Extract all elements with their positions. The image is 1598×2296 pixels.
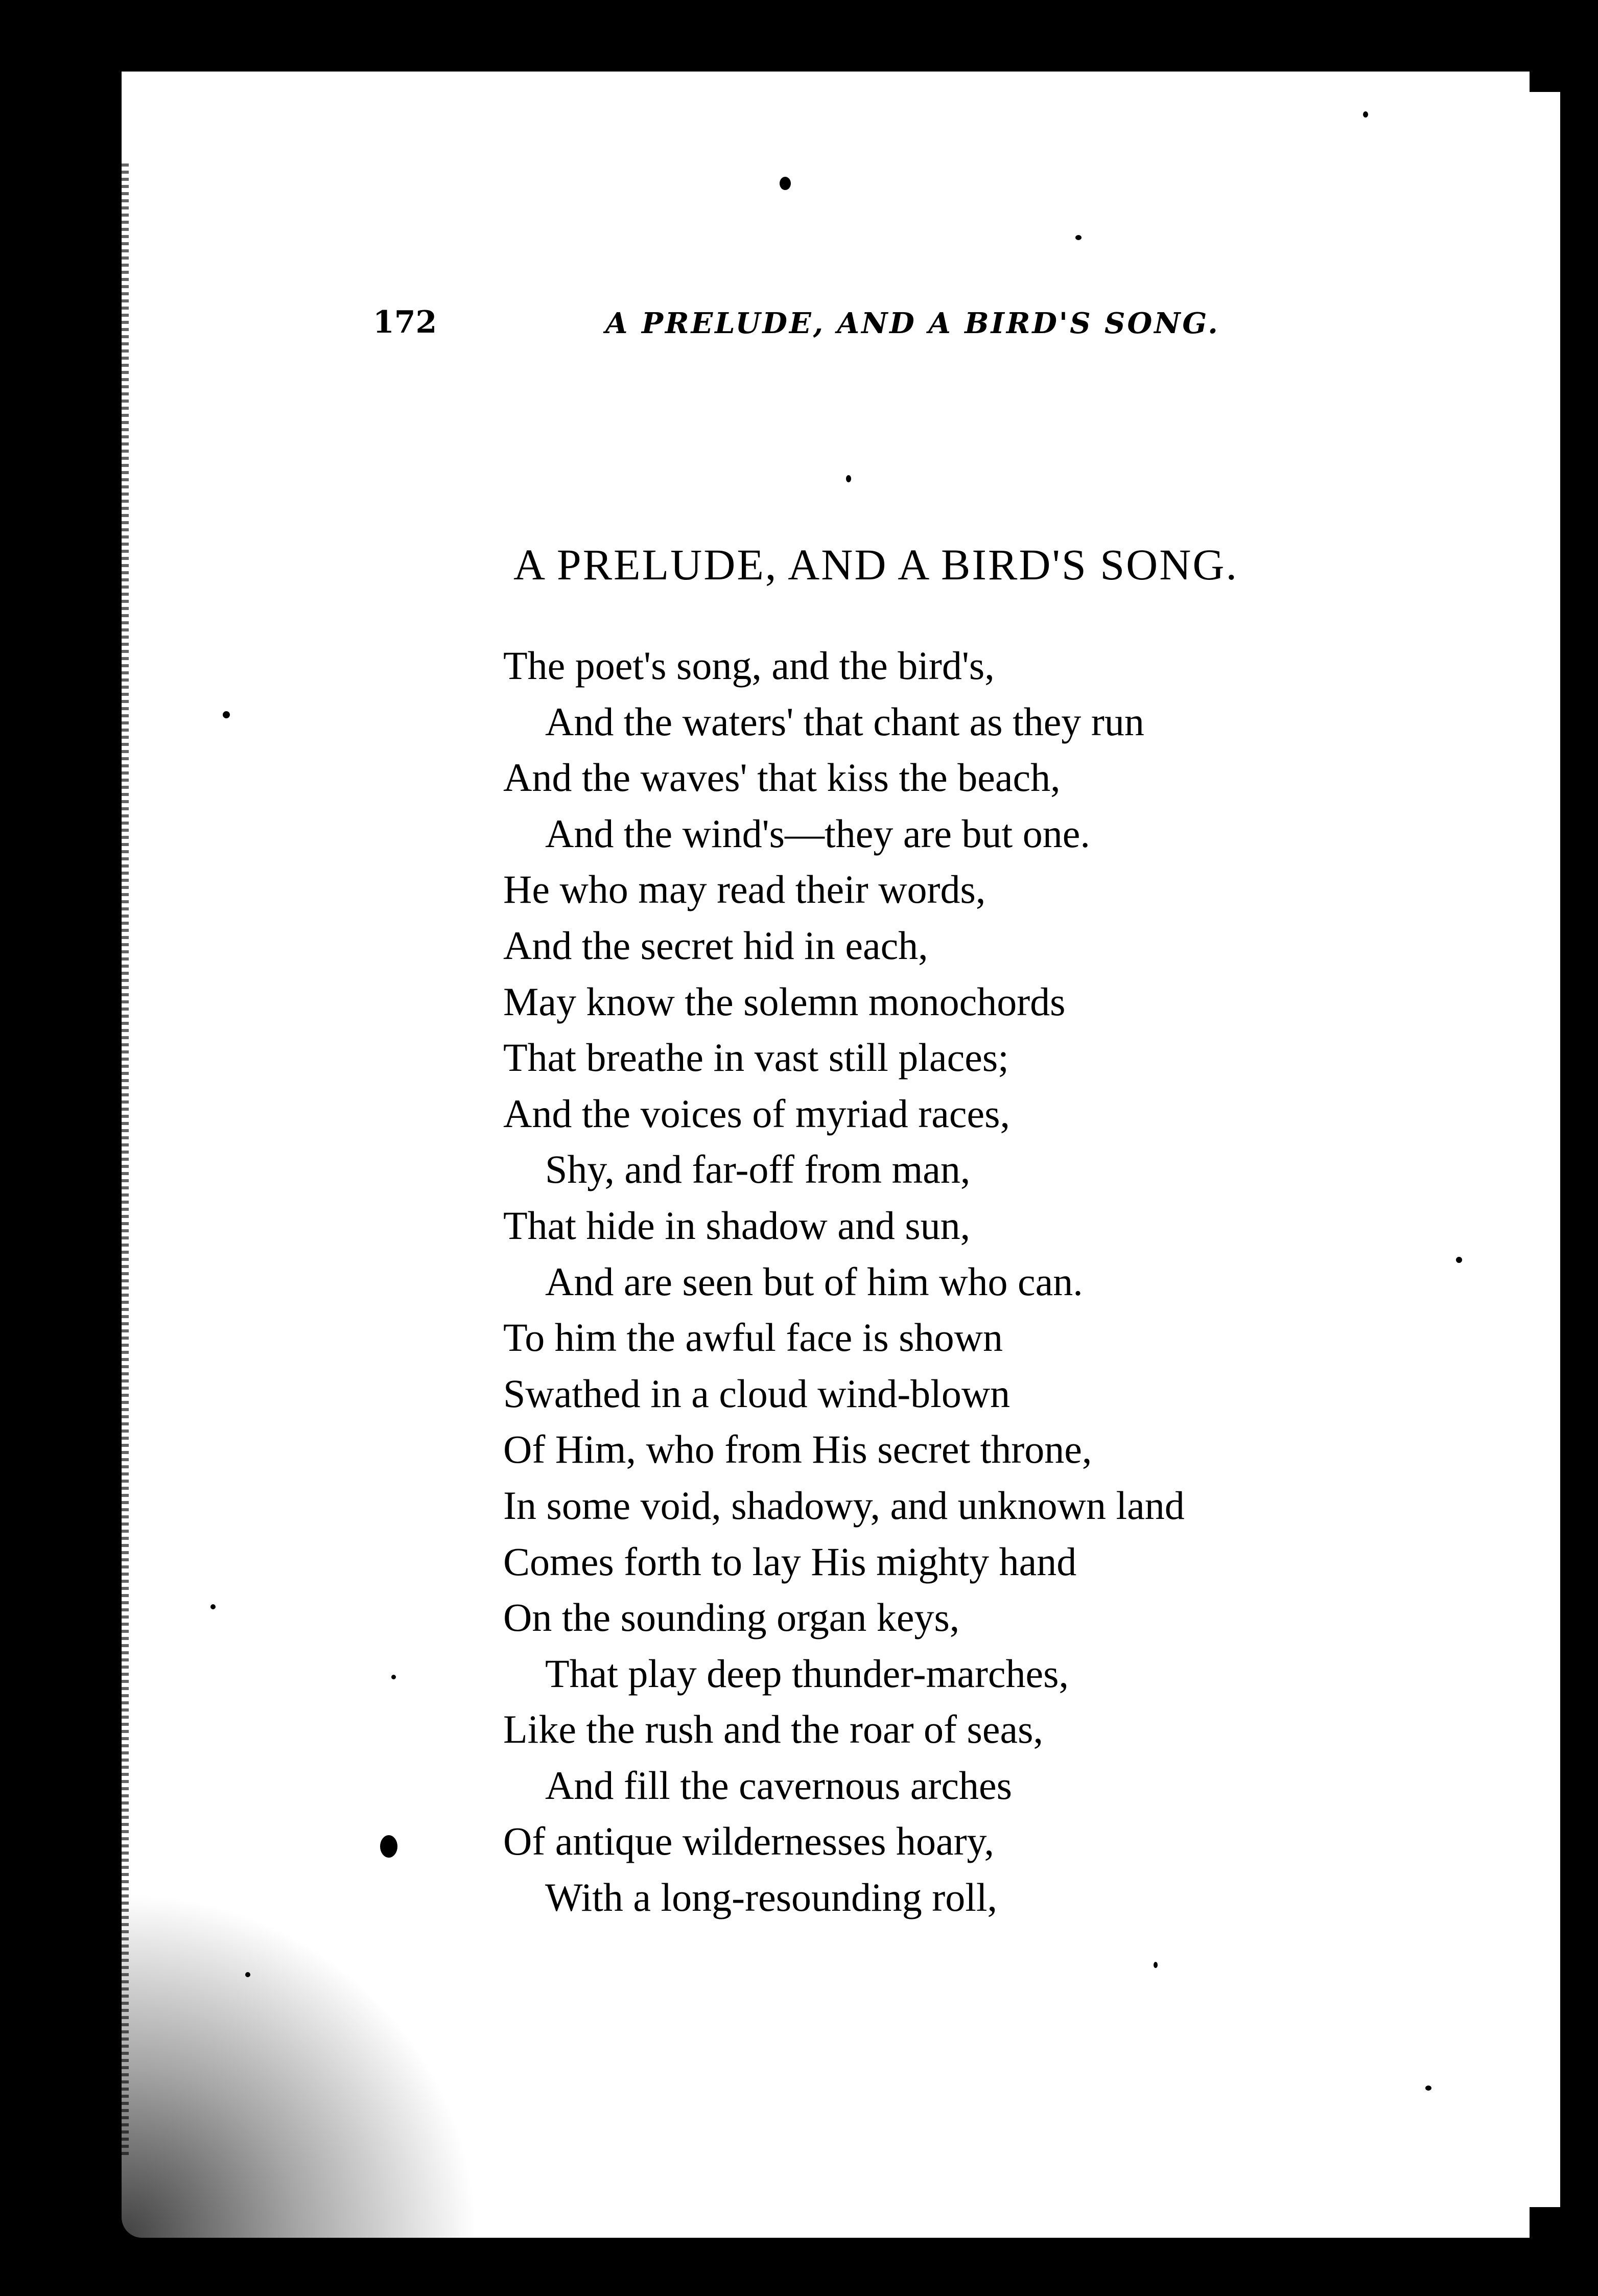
- poem-line: And are seen but of him who can.: [545, 1259, 1083, 1304]
- poem-line: And the waves' that kiss the beach,: [503, 755, 1061, 800]
- scan-speck: [846, 475, 851, 482]
- poem-line: Shy, and far-off from man,: [545, 1147, 971, 1192]
- poem-line: May know the solemn monochords: [503, 979, 1066, 1024]
- poem-line: With a long-resounding roll,: [545, 1875, 998, 1920]
- scan-speck: [391, 1675, 396, 1679]
- scan-speck: [1456, 1257, 1462, 1263]
- poem-line: And the wind's—they are but one.: [545, 811, 1090, 856]
- scan-speck: [1363, 111, 1368, 118]
- poem-line: And the voices of myriad races,: [503, 1091, 1010, 1136]
- poem-line: And fill the cavernous arches: [545, 1763, 1012, 1808]
- poem-line: Swathed in a cloud wind-blown: [503, 1371, 1011, 1416]
- scan-speck: [1154, 1962, 1158, 1968]
- poem-title: A PRELUDE, AND A BIRD'S SONG.: [513, 540, 1238, 589]
- scan-speck: [780, 177, 791, 190]
- running-head: A PRELUDE, AND A BIRD'S SONG.: [605, 307, 1220, 340]
- poem-line: That breathe in vast still places;: [503, 1035, 1009, 1080]
- poem-line: Of Him, who from His secret throne,: [503, 1427, 1092, 1472]
- poem-line: He who may read their words,: [503, 867, 986, 912]
- poem-line: And the waters' that chant as they run: [545, 699, 1144, 744]
- poem-line: In some void, shadowy, and unknown land: [503, 1483, 1185, 1528]
- scan-speck: [380, 1835, 397, 1858]
- poem-line: And the secret hid in each,: [503, 923, 928, 968]
- poem-line: Of antique wildernesses hoary,: [503, 1819, 994, 1864]
- poem-line: That hide in shadow and sun,: [503, 1203, 971, 1248]
- poem-line: To him the awful face is shown: [503, 1315, 1003, 1360]
- poem-line: Like the rush and the roar of seas,: [503, 1707, 1043, 1752]
- poem-line: On the sounding organ keys,: [503, 1595, 960, 1640]
- page-header: [0, 304, 1598, 350]
- scan-speck: [1075, 235, 1082, 240]
- scan-speck: [210, 1604, 216, 1609]
- scan-speck: [245, 1972, 250, 1977]
- scan-speck: [1425, 2086, 1431, 2091]
- poem-line: That play deep thunder-marches,: [545, 1651, 1069, 1696]
- poem-body: [503, 638, 1372, 1926]
- scan-speck: [223, 711, 230, 718]
- page-gutter-edge: [122, 163, 129, 2156]
- adjacent-page-edge: [1530, 92, 1560, 2207]
- poem-line: The poet's song, and the bird's,: [503, 643, 995, 688]
- poem-line: Comes forth to lay His mighty hand: [503, 1539, 1077, 1584]
- page-number: 172: [373, 304, 437, 340]
